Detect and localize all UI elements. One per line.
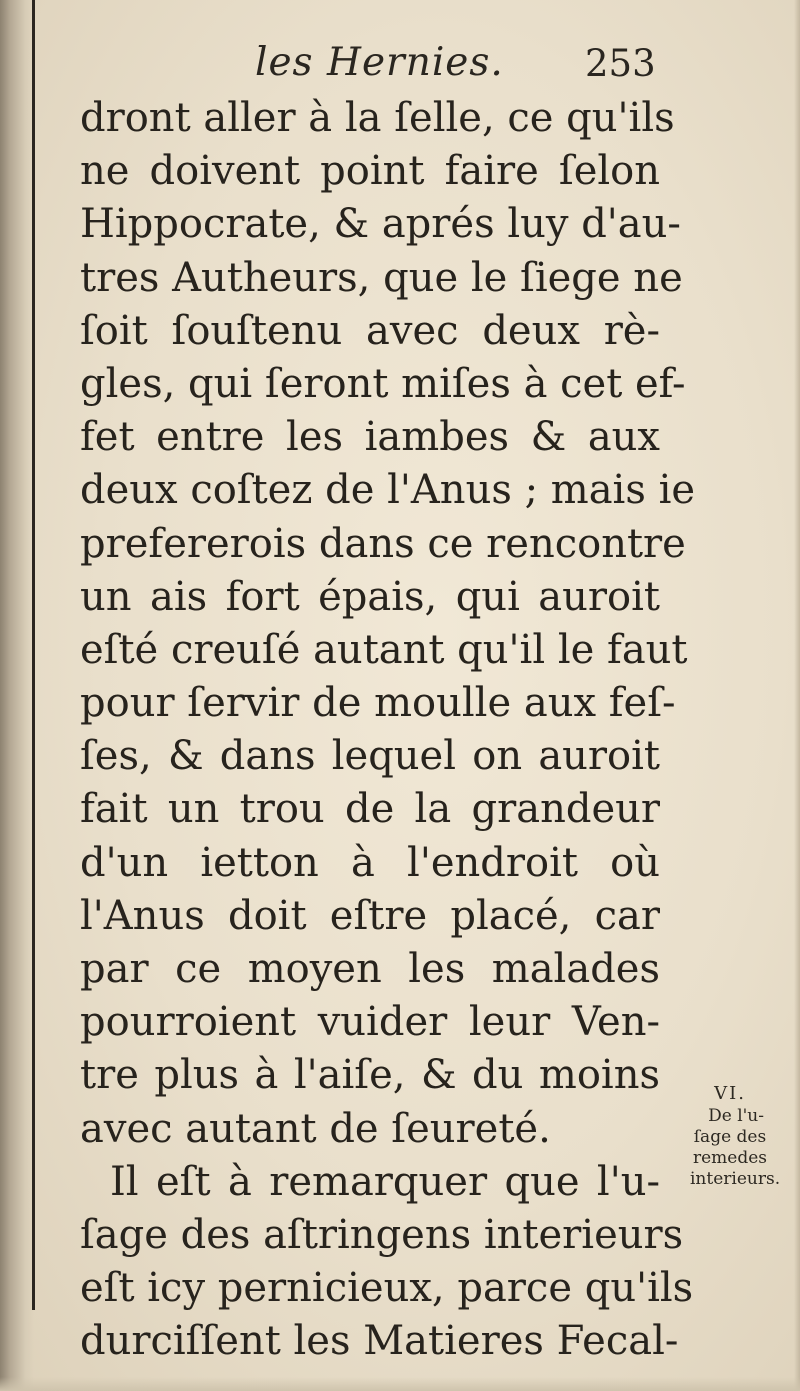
margin-note-number: VI.	[714, 1083, 746, 1104]
right-page-edge	[794, 0, 800, 1391]
text-line: pour ſervir de moulle aux feſ-	[80, 680, 676, 727]
running-head: les Hernies.	[255, 40, 504, 85]
text-line: pourroient vuider leur Ven-	[80, 999, 660, 1046]
text-line: l'Anus doit eſtre placé, car	[80, 892, 660, 939]
binding-shadow	[0, 0, 34, 1391]
text-line: fet entre les iambes & aux	[80, 414, 660, 461]
margin-note-line: remedes	[692, 1148, 768, 1168]
text-line: gles, qui ſeront miſes à cet ef-	[80, 360, 686, 407]
text-line: ſoit ſouſtenu avec deux rè-	[80, 307, 660, 354]
text-line: deux coſtez de l'Anus ; mais ie	[80, 467, 696, 514]
text-line: ſage des aſtringens interieurs	[80, 1211, 684, 1258]
text-line: eſté creuſé autant qu'il le faut	[80, 626, 688, 673]
margin-note-line: De l'u-	[708, 1106, 764, 1126]
text-line: eſt icy pernicieux, parce qu'ils	[80, 1265, 694, 1312]
text-line: tres Autheurs, que le ſiege ne	[80, 254, 683, 301]
text-line: Il eſt à remarquer que l'u-	[110, 1158, 660, 1205]
text-line: avec autant de ſeureté.	[80, 1105, 551, 1152]
bottom-page-edge	[0, 1377, 800, 1391]
margin-note	[690, 1083, 781, 1190]
text-line: ſes, & dans lequel on auroit	[80, 733, 660, 780]
text-line: d'un ietton à l'endroit où	[80, 839, 660, 886]
text-line: tre plus à l'aiſe, & du moins	[80, 1052, 660, 1099]
text-line: un ais fort épais, qui auroit	[80, 573, 660, 620]
text-line: Hippocrate, & aprés luy d'au-	[80, 201, 681, 248]
text-line: fait un trou de la grandeur	[80, 786, 660, 833]
margin-note-line: interieurs.	[690, 1169, 781, 1189]
text-line: durciſſent les Matieres Fecal-	[80, 1318, 679, 1365]
text-line: dront aller à la ſelle, ce qu'ils	[80, 95, 675, 141]
text-line: par ce moyen les malades	[80, 946, 660, 992]
text-line: ne doivent point faire ſelon	[80, 148, 660, 195]
page-edge-line	[32, 0, 35, 1310]
body-text	[80, 92, 696, 1369]
page-number: 253	[585, 42, 656, 85]
text-line: prefererois dans ce rencontre	[80, 520, 686, 567]
margin-note-line: ſage des	[693, 1127, 767, 1147]
